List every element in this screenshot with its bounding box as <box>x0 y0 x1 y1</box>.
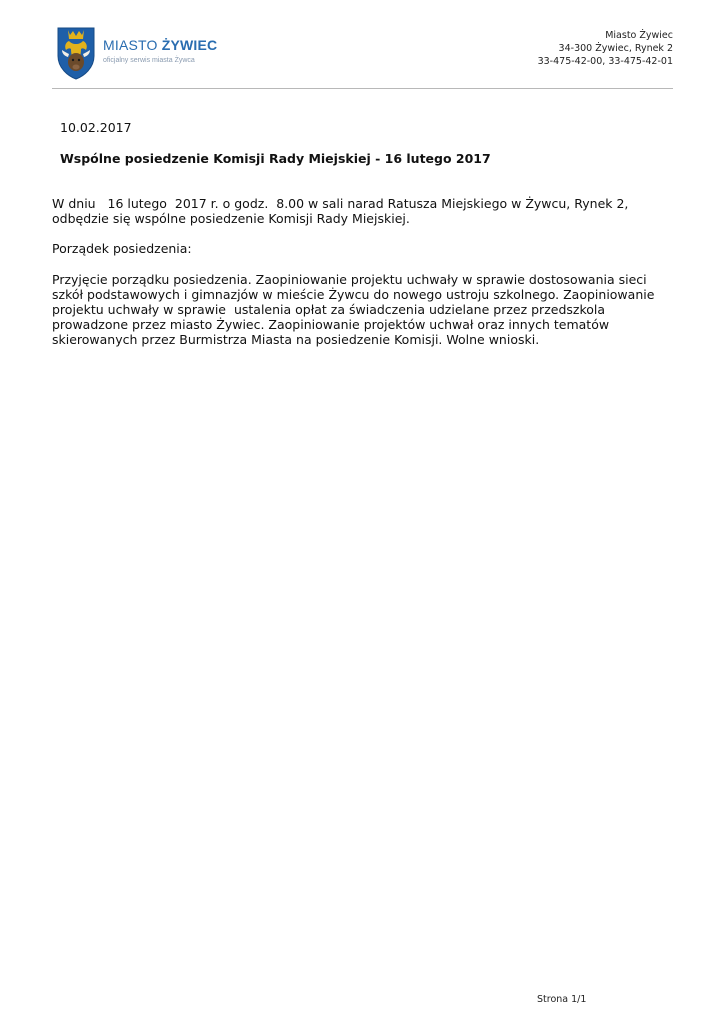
article-date: 10.02.2017 <box>60 120 132 135</box>
article-paragraph-announcement: W dniu 16 lutego 2017 r. o godz. 8.00 w sali narad Ratusza Miejskiego w Żywcu, Rynek 2, odbędzie się wspólne posiedzenie Komisji Rady Miejskiej. <box>52 196 633 226</box>
city-logo[interactable] <box>56 26 226 82</box>
logo-name-prefix: MIASTO <box>103 37 162 53</box>
header-divider <box>52 88 673 89</box>
contact-address: 34-300 Żywiec, Rynek 2 <box>558 43 673 54</box>
page-number: Strona 1/1 <box>537 994 587 1005</box>
coat-of-arms-icon <box>56 26 96 80</box>
contact-phones: 33-475-42-00, 33-475-42-01 <box>537 56 673 67</box>
logo-tagline: oficjalny serwis miasta Żywca <box>103 57 195 64</box>
page-header <box>52 22 673 88</box>
contact-block <box>538 29 673 68</box>
article-paragraph-agenda-heading: Porządek posiedzenia: <box>52 241 192 256</box>
logo-wordmark <box>103 37 233 65</box>
logo-name <box>103 37 233 53</box>
logo-name-city: ŻYWIEC <box>161 37 218 53</box>
contact-city: Miasto Żywiec <box>605 30 673 41</box>
article-paragraph-agenda: Przyjęcie porządku posiedzenia. Zaopiniowanie projektu uchwały w sprawie dostosowania sieci szkół podstawowych i gimnazjów w mieście Żywcu do nowego ustroju szkolnego. Zaopiniowanie projektu uchwały w sprawie ustalenia opłat za świadczenia udzielane przez przedszkola prowadzone przez miasto Żywiec. Zaopiniowanie projektów uchwał oraz innych tematów skierowanych przez Burmistrza Miasta na posiedzenie Komisji. Wolne wnioski. <box>52 272 659 347</box>
article-title: Wspólne posiedzenie Komisji Rady Miejskiej - 16 lutego 2017 <box>60 151 491 166</box>
